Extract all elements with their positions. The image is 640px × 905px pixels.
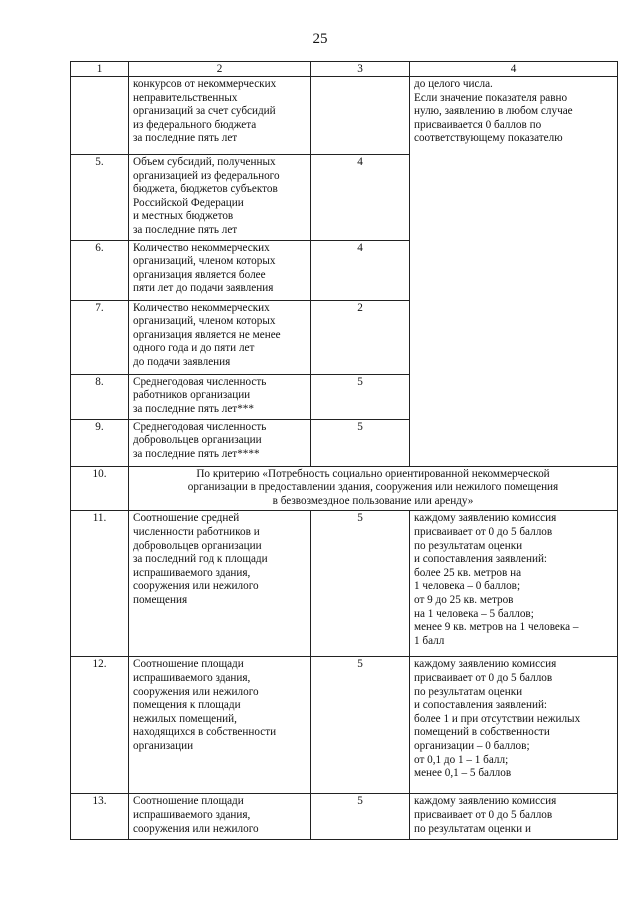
row-number: 8.	[71, 374, 129, 419]
row-number: 5.	[71, 155, 129, 241]
desc-line: менее 9 кв. метров на 1 человека –	[414, 621, 579, 634]
indicator-name	[129, 511, 311, 657]
table-row	[71, 77, 618, 155]
desc-line: Если значение показателя равно	[414, 91, 568, 104]
desc-line: менее 0,1 – 5 баллов	[414, 767, 512, 780]
desc-line: соответствующему показателю	[414, 132, 563, 145]
points-value: 4	[311, 155, 410, 241]
points-value: 5	[311, 511, 410, 657]
desc-line: до целого числа.	[414, 78, 493, 90]
indicator-name	[129, 794, 311, 840]
name-line: Соотношение средней	[133, 512, 240, 525]
row-number: 6.	[71, 240, 129, 300]
table-row	[71, 794, 618, 840]
name-line: до подачи заявления	[133, 355, 231, 368]
points-value: 2	[311, 300, 410, 374]
name-line: численности работников и	[133, 525, 260, 538]
desc-line: присваивает от 0 до 5 баллов	[414, 671, 553, 684]
name-line: Среднегодовая численность	[133, 420, 267, 433]
evaluation-method	[410, 511, 618, 657]
row-number: 13.	[71, 794, 129, 840]
desc-line: присваивается 0 баллов по	[414, 118, 542, 131]
page-number: 25	[312, 31, 328, 47]
criterion-row	[71, 466, 618, 511]
criteria-table	[70, 61, 618, 840]
table-row	[71, 657, 618, 794]
desc-line: по результатам оценки и	[414, 822, 531, 835]
name-line: Соотношение площади	[133, 658, 244, 671]
points-value: 4	[311, 240, 410, 300]
criterion-line: организации в предоставлении здания, сооружения или нежилого помещения	[187, 481, 559, 494]
name-line: одного года и до пяти лет	[133, 342, 255, 355]
criterion-line: По критерию «Потребность социально ориентированной некоммерческой	[196, 467, 550, 480]
indicator-name	[129, 77, 311, 155]
name-line: помещения к площади	[133, 699, 241, 712]
evaluation-method	[410, 77, 618, 467]
name-line: сооружения или нежилого	[133, 685, 259, 698]
desc-line: по результатам оценки	[414, 685, 523, 698]
name-line: добровольцев организации	[133, 539, 262, 552]
name-line: пяти лет до подачи заявления	[133, 282, 274, 295]
name-line: организаций, членом которых	[133, 255, 276, 268]
name-line: Среднегодовая численность	[133, 375, 267, 388]
name-line: находящихся в собственности	[133, 726, 277, 739]
name-line: за последний год к площади	[133, 553, 268, 566]
desc-line: 1 человека – 0 баллов;	[414, 580, 521, 593]
points-value: 5	[311, 374, 410, 419]
name-line: за последние пять лет***	[133, 402, 254, 415]
desc-line: и сопоставления заявлений:	[414, 553, 548, 566]
indicator-name	[129, 155, 311, 241]
name-line: за последние пять лет****	[133, 447, 260, 460]
name-line: организаций, членом которых	[133, 315, 276, 328]
name-line: из федерального бюджета	[133, 118, 257, 131]
name-line: неправительственных	[133, 91, 238, 104]
indicator-name	[129, 240, 311, 300]
desc-line: более 25 кв. метров на	[414, 566, 522, 579]
desc-line: по результатам оценки	[414, 539, 523, 552]
name-line: добровольцев организации	[133, 434, 262, 447]
column-header: 2	[129, 62, 311, 77]
points-value: 5	[311, 794, 410, 840]
name-line: организацией из федерального	[133, 169, 280, 182]
points-value: 5	[311, 419, 410, 466]
row-number: 9.	[71, 419, 129, 466]
name-line: организация является не менее	[133, 328, 281, 341]
desc-line: присваивает от 0 до 5 баллов	[414, 808, 553, 821]
name-line: и местных бюджетов	[133, 210, 234, 223]
points-value: 5	[311, 657, 410, 794]
name-line: нежилых помещений,	[133, 712, 237, 725]
name-line: испрашиваемого здания,	[133, 671, 251, 684]
table-header-row	[71, 62, 618, 77]
name-line: Российской Федерации	[133, 196, 244, 209]
name-line: сооружения или нежилого	[133, 580, 259, 593]
indicator-name	[129, 657, 311, 794]
desc-line: помещений в собственности	[414, 726, 550, 739]
desc-line: каждому заявлению комиссия	[414, 512, 557, 525]
row-number: 7.	[71, 300, 129, 374]
desc-line: и сопоставления заявлений:	[414, 699, 548, 712]
name-line: сооружения или нежилого	[133, 822, 259, 835]
column-header: 3	[311, 62, 410, 77]
desc-line: организации – 0 баллов;	[414, 739, 530, 752]
desc-line: присваивает от 0 до 5 баллов	[414, 525, 553, 538]
desc-line: нулю, заявлению в любом случае	[414, 105, 573, 118]
name-line: Количество некоммерческих	[133, 301, 270, 314]
name-line: испрашиваемого здания,	[133, 808, 251, 821]
name-line: Соотношение площади	[133, 795, 244, 808]
indicator-name	[129, 300, 311, 374]
name-line: организации	[133, 739, 194, 752]
indicator-name	[129, 374, 311, 419]
name-line: бюджета, бюджетов субъектов	[133, 183, 278, 196]
name-line: за последние пять лет	[133, 223, 238, 236]
criterion-line: в безвозмездное пользование или аренду»	[272, 494, 474, 507]
row-number: 12.	[71, 657, 129, 794]
name-line: Количество некоммерческих	[133, 241, 270, 254]
name-line: Объем субсидий, полученных	[133, 156, 276, 168]
desc-line: более 1 и при отсутствии нежилых	[414, 712, 581, 725]
desc-line: на 1 человека – 5 баллов;	[414, 607, 534, 620]
desc-line: от 0,1 до 1 – 1 балл;	[414, 753, 509, 766]
name-line: испрашиваемого здания,	[133, 566, 251, 579]
name-line: конкурсов от некоммерческих	[133, 78, 277, 90]
evaluation-method	[410, 657, 618, 794]
name-line: помещения	[133, 593, 188, 606]
desc-line: каждому заявлению комиссия	[414, 658, 557, 671]
name-line: работников организации	[133, 389, 251, 402]
row-number	[71, 77, 129, 155]
name-line: за последние пять лет	[133, 132, 238, 145]
desc-line: от 9 до 25 кв. метров	[414, 593, 514, 606]
desc-line: 1 балл	[414, 634, 445, 647]
column-header: 1	[71, 62, 129, 77]
points-value	[311, 77, 410, 155]
desc-line: каждому заявлению комиссия	[414, 795, 557, 808]
name-line: организаций за счет субсидий	[133, 105, 276, 118]
indicator-name	[129, 419, 311, 466]
row-number: 10.	[71, 466, 129, 511]
name-line: организация является более	[133, 268, 266, 281]
criterion-heading	[129, 466, 618, 511]
table-row	[71, 511, 618, 657]
evaluation-method	[410, 794, 618, 840]
row-number: 11.	[71, 511, 129, 657]
column-header: 4	[410, 62, 618, 77]
